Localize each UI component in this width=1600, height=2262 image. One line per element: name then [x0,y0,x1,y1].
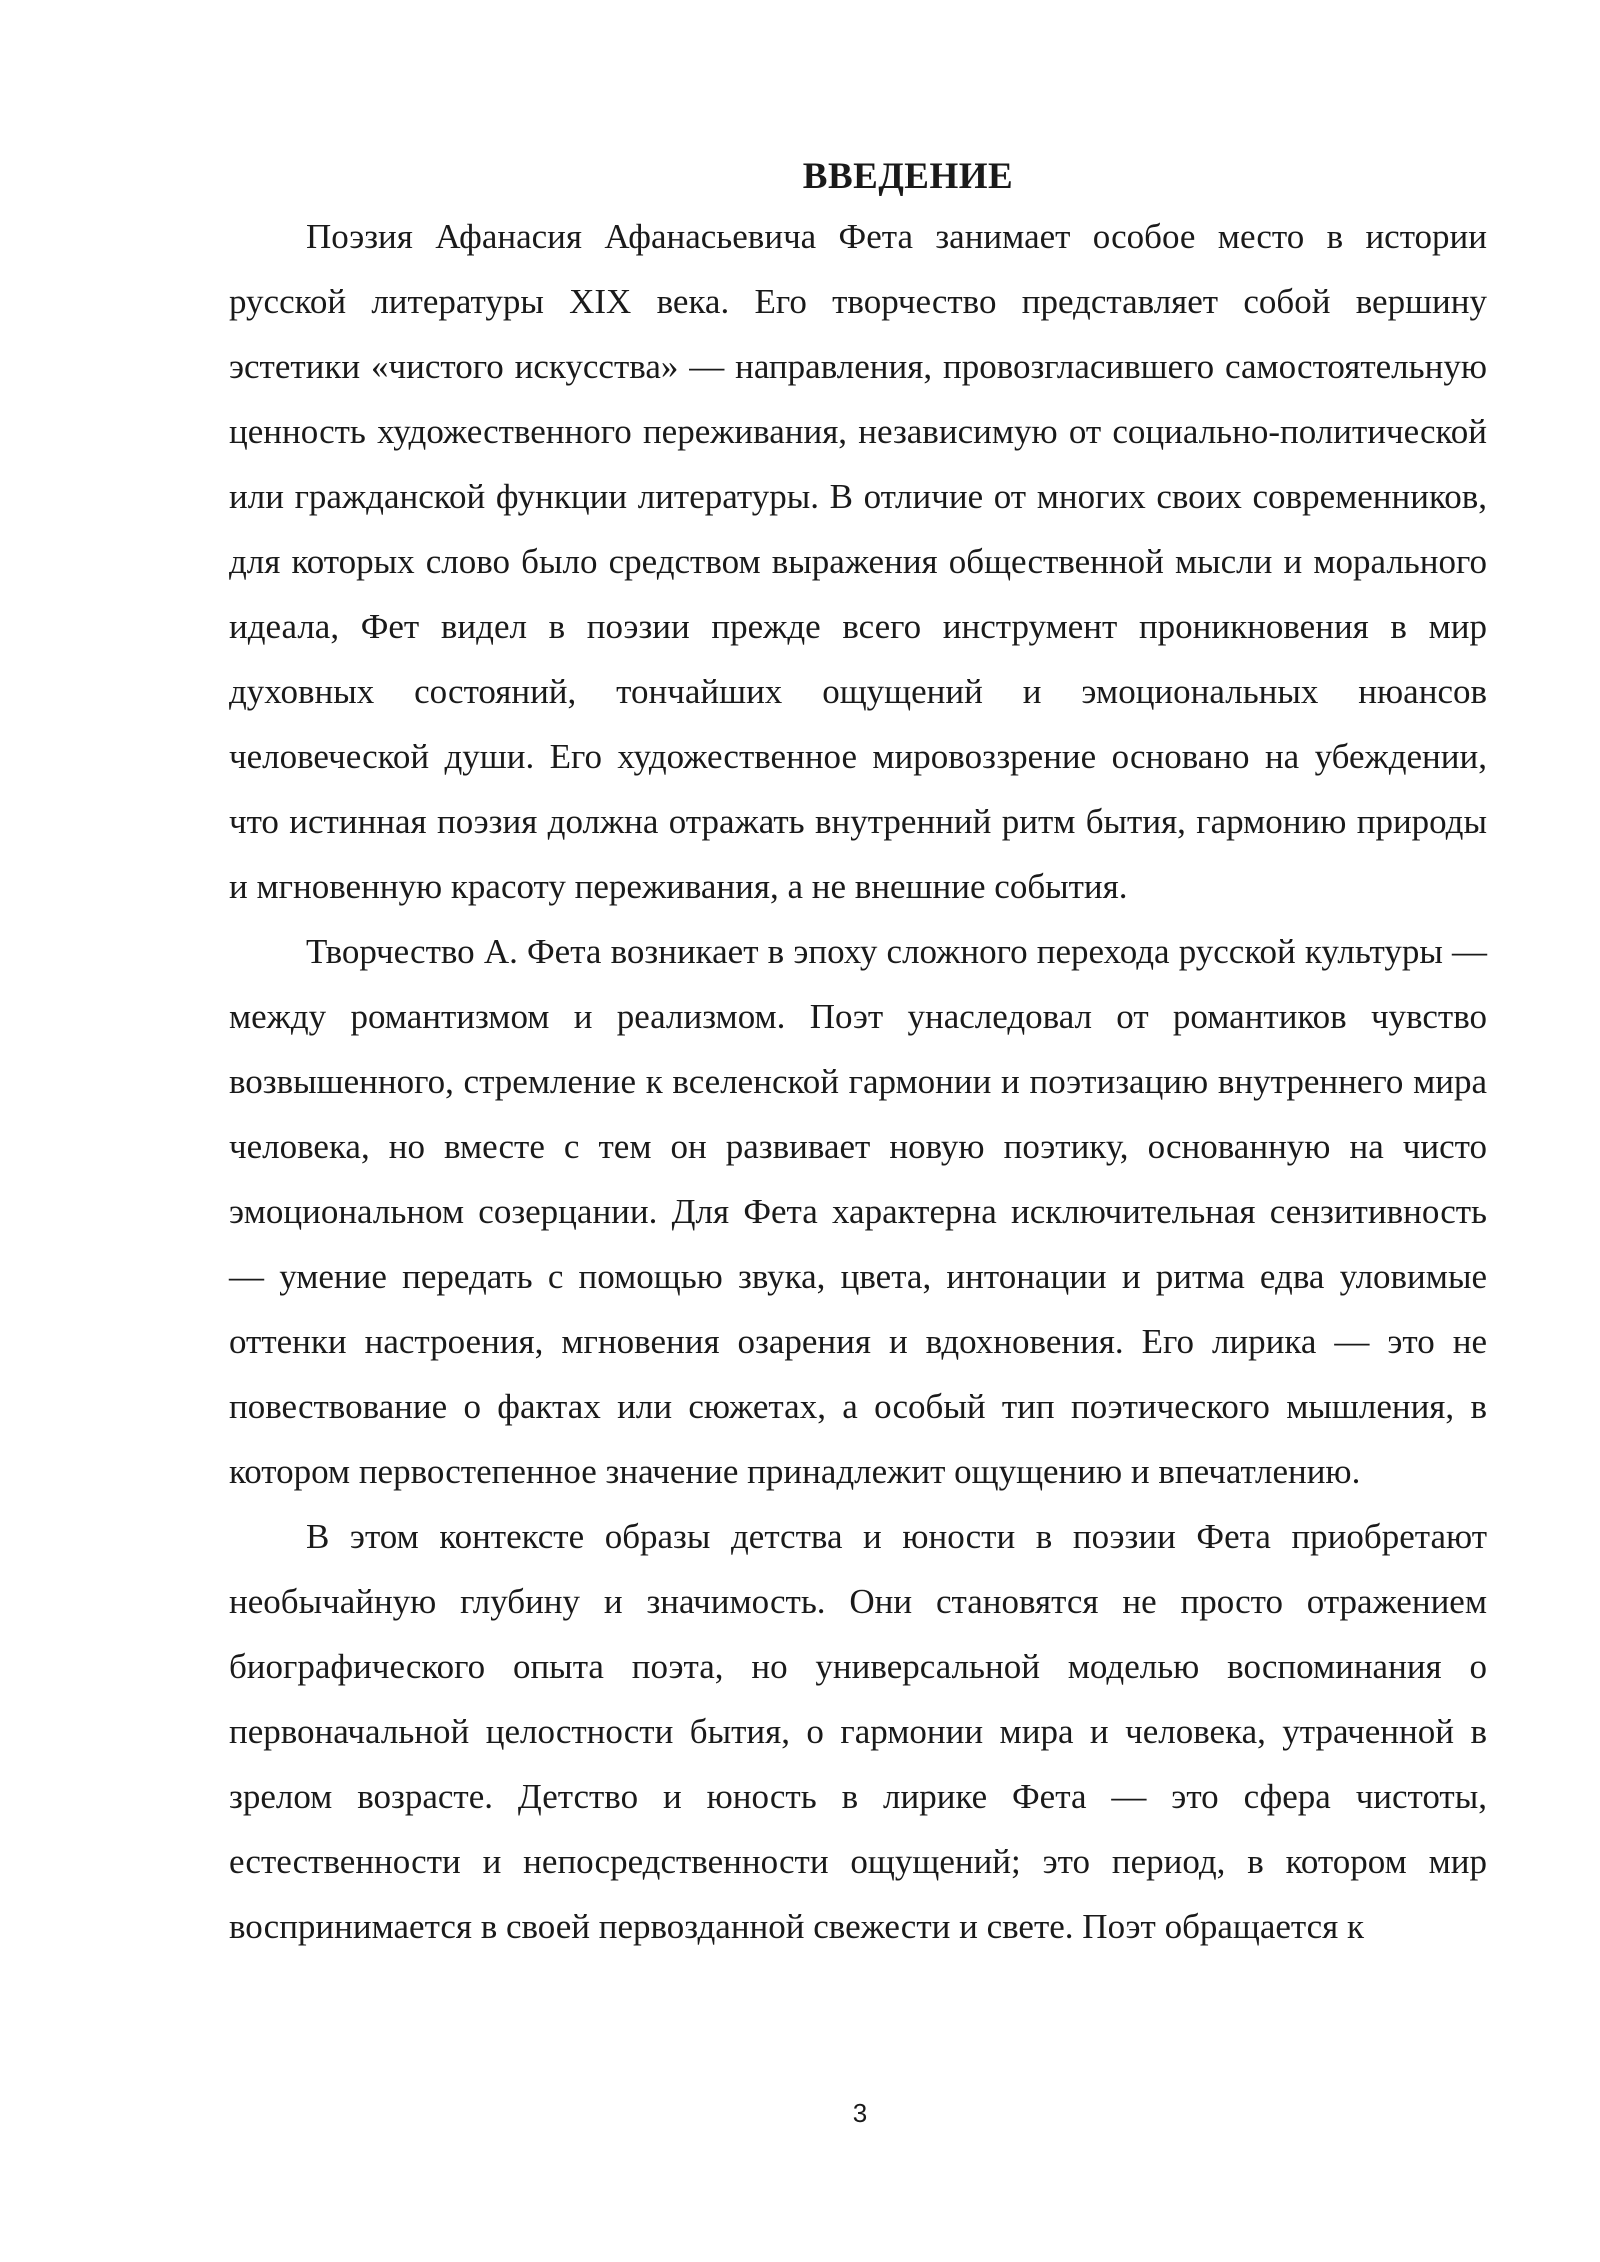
paragraph-1: Поэзия Афанасия Афанасьевича Фета занимает особое место в истории русской литературы XIX века. Его творчество представляет собой вершину эстетики «чистого искусства» — направления, провозгласившего самостоятельную ценность художественного переживания, независимую от социально-политической или гражданской функции литературы. В отличие от многих своих современников, для которых слово было средством выражения общественной мысли и морального идеала, Фет видел в поэзии прежде всего инструмент проникновения в мир духовных состояний, тончайших ощущений и эмоциональных нюансов человеческой души. Его художественное мировоззрение основано на убеждении, что истинная поэзия должна отражать внутренний ритм бытия, гармонию природы и мгновенную красоту переживания, а не внешние события. [229,217,1487,906]
paragraph-2: Творчество А. Фета возникает в эпоху сложного перехода русской культуры — между романтизмом и реализмом. Поэт унаследовал от романтиков чувство возвышенного, стремление к вселенской гармонии и поэтизацию внутреннего мира человека, но вместе с тем он развивает новую поэтику, основанную на чисто эмоциональном созерцании. Для Фета характерна исключительная сензитивность — умение передать с помощью звука, цвета, интонации и ритма едва уловимые оттенки настроения, мгновения озарения и вдохновения. Его лирика — это не повествование о фактах или сюжетах, а особый тип поэтического мышления, в котором первостепенное значение принадлежит ощущению и впечатлению. [229,932,1487,1491]
page-number: 3 [852,2098,868,2128]
page-content [229,150,1487,1959]
paragraph-3: В этом контексте образы детства и юности в поэзии Фета приобретают необычайную глубину и значимость. Они становятся не просто отражением биографического опыта поэта, но универсальной моделью воспоминания о первоначальной целостности бытия, о гармонии мира и человека, утраченной в зрелом возрасте. Детство и юность в лирике Фета — это сфера чистоты, естественности и непосредственности ощущений; это период, в котором мир воспринимается в своей первозданной свежести и свете. Поэт обращается к [229,1517,1487,1946]
section-heading: ВВЕДЕНИЕ [802,156,1014,197]
